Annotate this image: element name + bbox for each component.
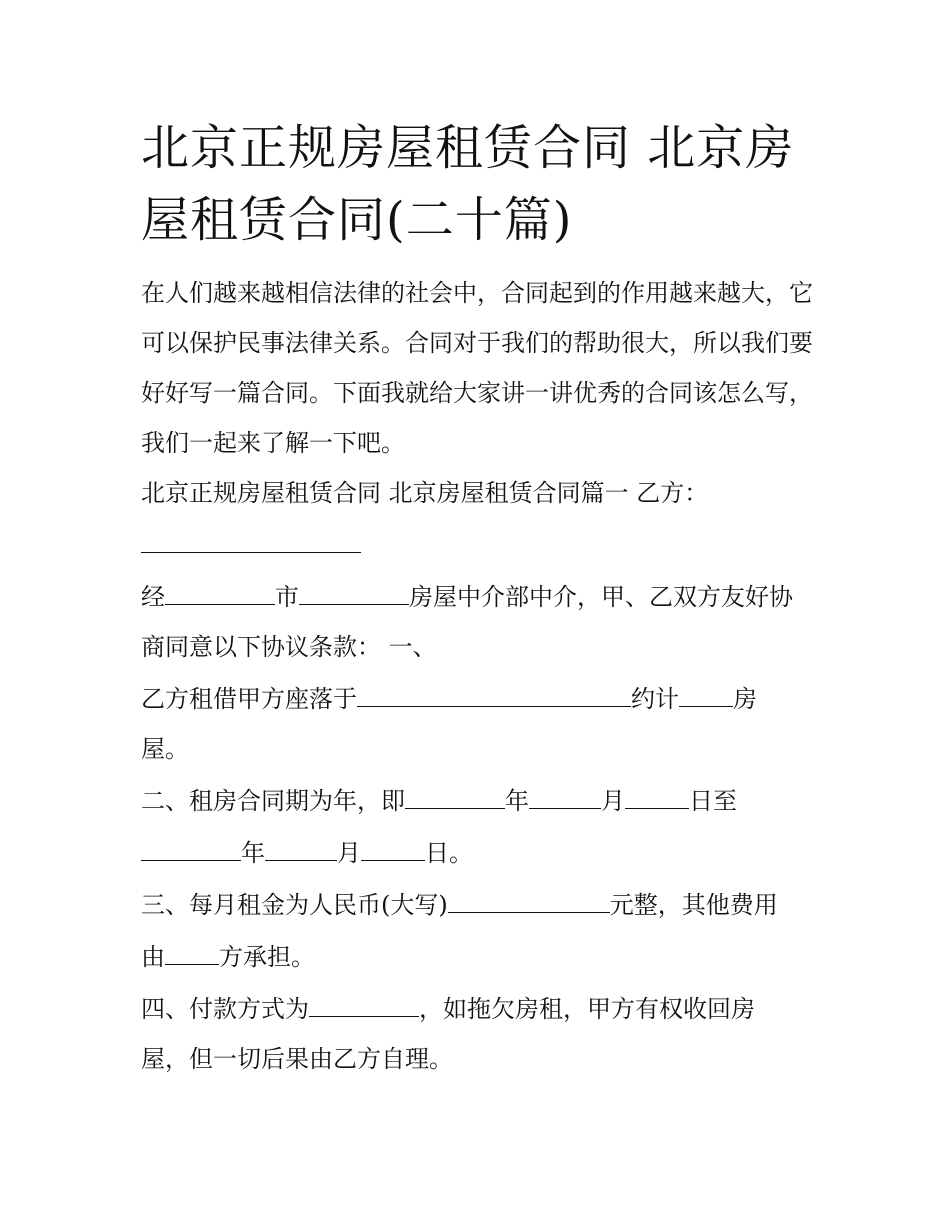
term-line-2 [141,826,821,878]
text-segment: 房 [733,685,757,713]
fill-blank [265,826,337,861]
fill-blank [357,672,631,707]
party-b-line [141,518,821,570]
text-segment: 月 [601,787,625,815]
text-segment: 约计 [631,685,679,713]
fill-blank [165,570,275,605]
document-body [141,268,821,1084]
text-segment: 四、付款方式为 [141,995,309,1023]
fill-blank [679,672,733,707]
intro-paragraph: 在人们越来越相信法律的社会中，合同起到的作用越来越大，它可以保护民事法律关系。合同对于我们的帮助很大，所以我们要好好写一篇合同。下面我就给大家讲一讲优秀的合同该怎么写，我们一起来了解一下吧。 [141,279,813,457]
intermediary-line-1 [141,570,821,622]
text-segment: 日。 [425,839,473,867]
rent-line-2 [141,930,821,982]
payment-line-1 [141,982,821,1034]
text-segment: 年 [241,839,265,867]
text-segment: 方承担。 [219,943,315,971]
payment-line-2: 屋，但一切后果由乙方自理。 [141,1045,453,1073]
fill-blank [309,982,419,1017]
intermediary-line-2: 商同意以下协议条款： 一、 [141,633,437,661]
location-line-1 [141,672,821,724]
text-segment: 市 [275,583,299,611]
party-b-blank [141,518,361,553]
text-segment: 三、每月租金为人民币(大写) [141,891,448,919]
fill-blank [448,878,610,913]
document-title: 北京正规房屋租赁合同 北京房屋租赁合同(二十篇) [141,120,795,248]
location-line-2: 屋。 [141,735,189,763]
fill-blank [529,774,601,809]
text-segment: 乙方租借甲方座落于 [141,685,357,713]
text-segment: 月 [337,839,361,867]
section-heading: 北京正规房屋租赁合同 北京房屋租赁合同篇一 乙方： [141,479,709,507]
text-segment: 元整，其他费用 [609,891,778,919]
text-segment: 经 [141,583,165,611]
document-page [141,112,821,1084]
fill-blank [405,774,505,809]
fill-blank [299,570,409,605]
fill-blank [141,826,241,861]
fill-blank [361,826,425,861]
term-line-1 [141,774,821,826]
text-segment: ，如拖欠房租，甲方有权收回房 [419,995,755,1023]
fill-blank [165,930,219,965]
text-segment: 年 [505,787,529,815]
text-segment: 二、租房合同期为年，即 [141,787,405,815]
text-segment: 房屋中介部中介，甲、乙双方友好协 [409,583,793,611]
text-segment: 日至 [689,787,737,815]
text-segment: 由 [141,943,165,971]
fill-blank [625,774,689,809]
rent-line-1 [141,878,821,930]
